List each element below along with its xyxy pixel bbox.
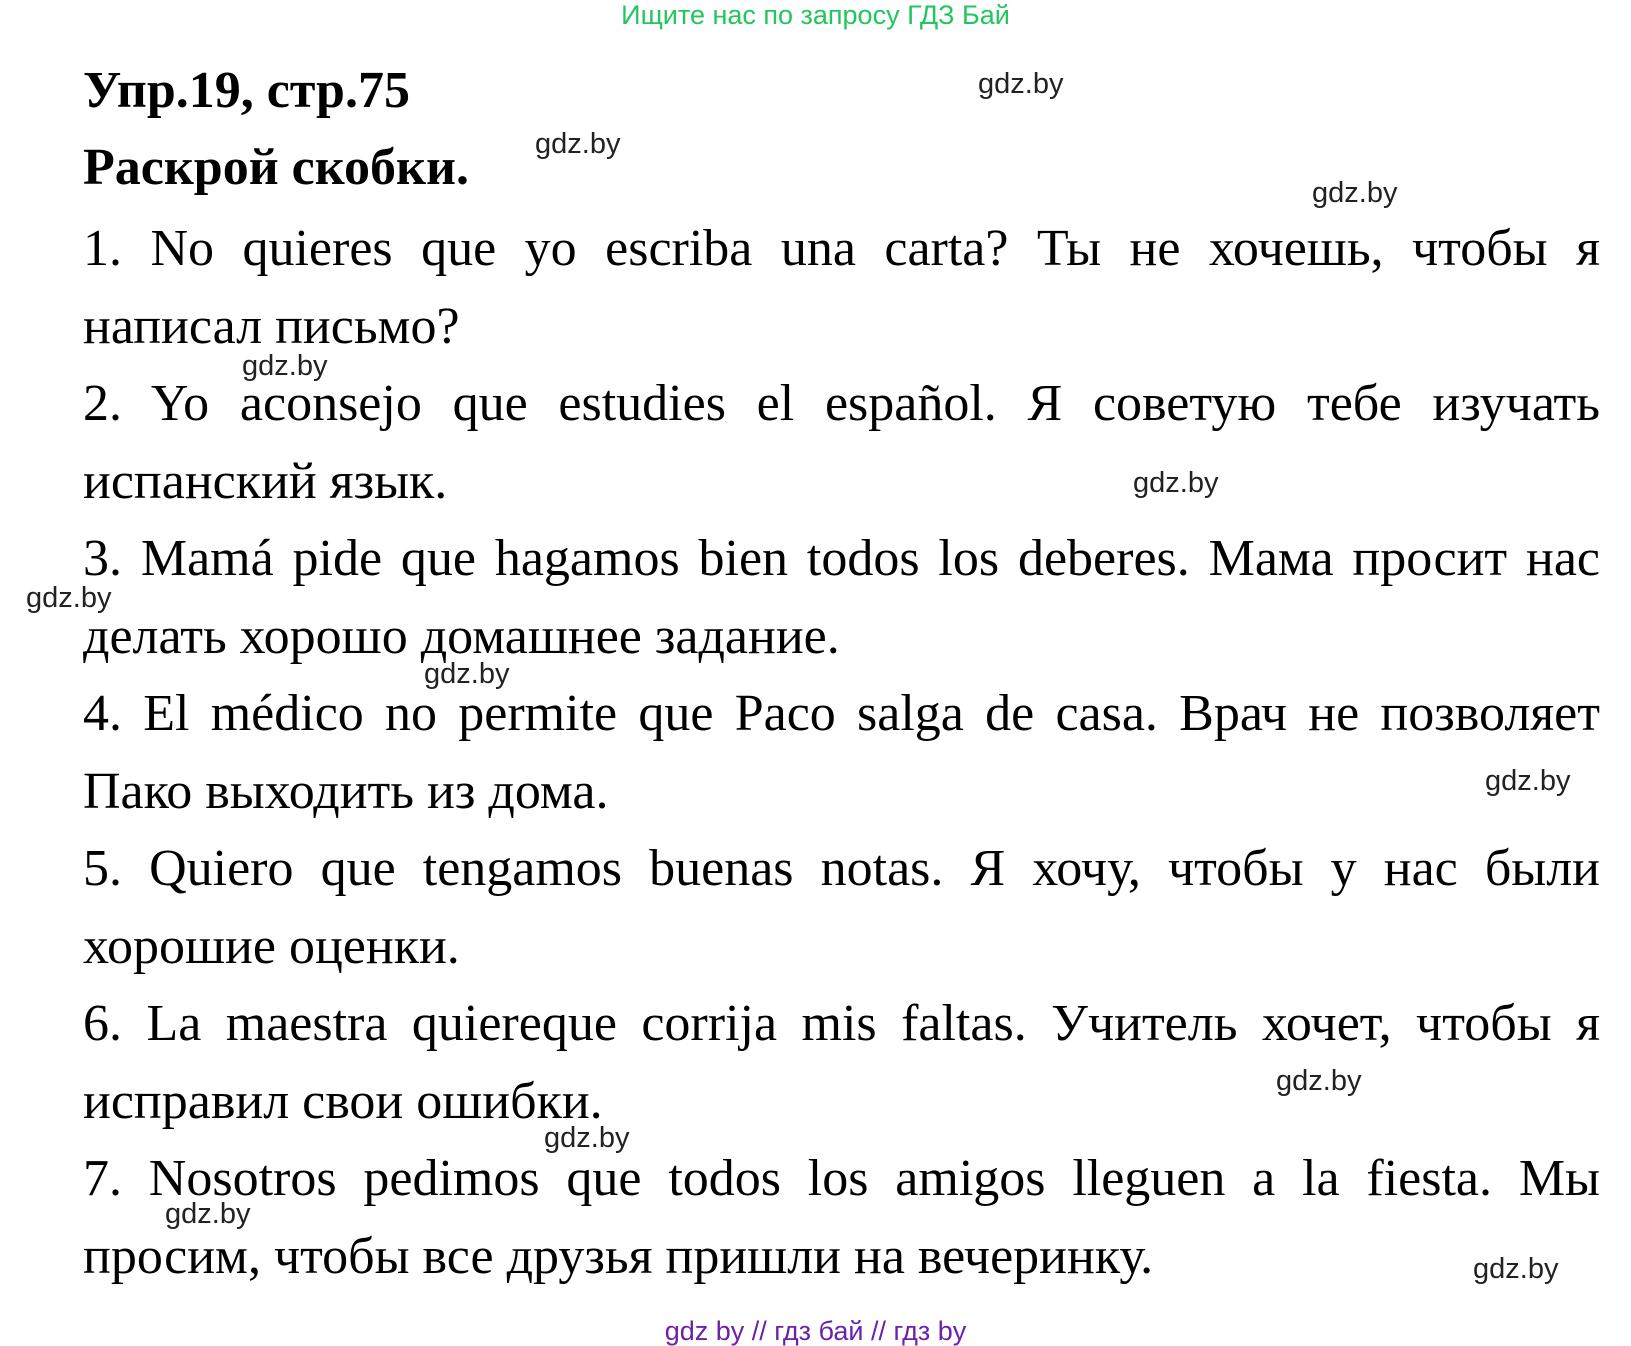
answer-item-7: 7. Nosotros pedimos que todos los amigos lleguen a la fiesta. Мы просим, чтобы все друзья пришли на вечеринку. bbox=[83, 1150, 1600, 1285]
watermark: gdz.by bbox=[1485, 765, 1571, 797]
watermark: gdz.by bbox=[535, 128, 621, 160]
top-banner: Ищите нас по запросу ГДЗ Бай bbox=[621, 0, 1010, 30]
watermark: gdz.by bbox=[544, 1122, 630, 1154]
watermark: gdz.by bbox=[1473, 1253, 1559, 1285]
answer-item-3: 3. Mamá pide que hagamos bien todos los deberes. Мама просит нас делать хорошо домашнее задание. bbox=[83, 530, 1600, 665]
watermark: gdz.by bbox=[978, 68, 1064, 100]
watermark: gdz.by bbox=[1276, 1065, 1362, 1097]
exercise-instruction: Раскрой скобки. bbox=[83, 139, 469, 196]
watermark: gdz.by bbox=[424, 658, 510, 690]
footer-watermark: gdz by // гдз бай // гдз by bbox=[664, 1316, 967, 1346]
watermark: gdz.by bbox=[26, 582, 112, 614]
watermark: gdz.by bbox=[1312, 177, 1398, 209]
answer-item-5: 5. Quiero que tengamos buenas notas. Я хочу, чтобы у нас были хорошие оценки. bbox=[83, 840, 1600, 975]
watermark: gdz.by bbox=[242, 350, 328, 382]
answer-item-1: 1. No quieres que yo escriba una carta? Ты не хочешь, чтобы я написал письмо? bbox=[83, 220, 1600, 355]
watermark: gdz.by bbox=[165, 1198, 251, 1230]
answer-item-2: 2. Yo aconsejo que estudies el español. Я советую тебе изучать испанский язык. bbox=[83, 375, 1600, 510]
answer-item-4: 4. El médico no permite que Paco salga de casa. Врач не позволяет Пако выходить из дома. bbox=[83, 685, 1600, 820]
page-title: Упр.19, стр.75 bbox=[83, 62, 410, 119]
watermark: gdz.by bbox=[1133, 467, 1219, 499]
answer-item-6: 6. La maestra quiereque corrija mis faltas. Учитель хочет, чтобы я исправил свои ошибки. bbox=[83, 995, 1600, 1130]
